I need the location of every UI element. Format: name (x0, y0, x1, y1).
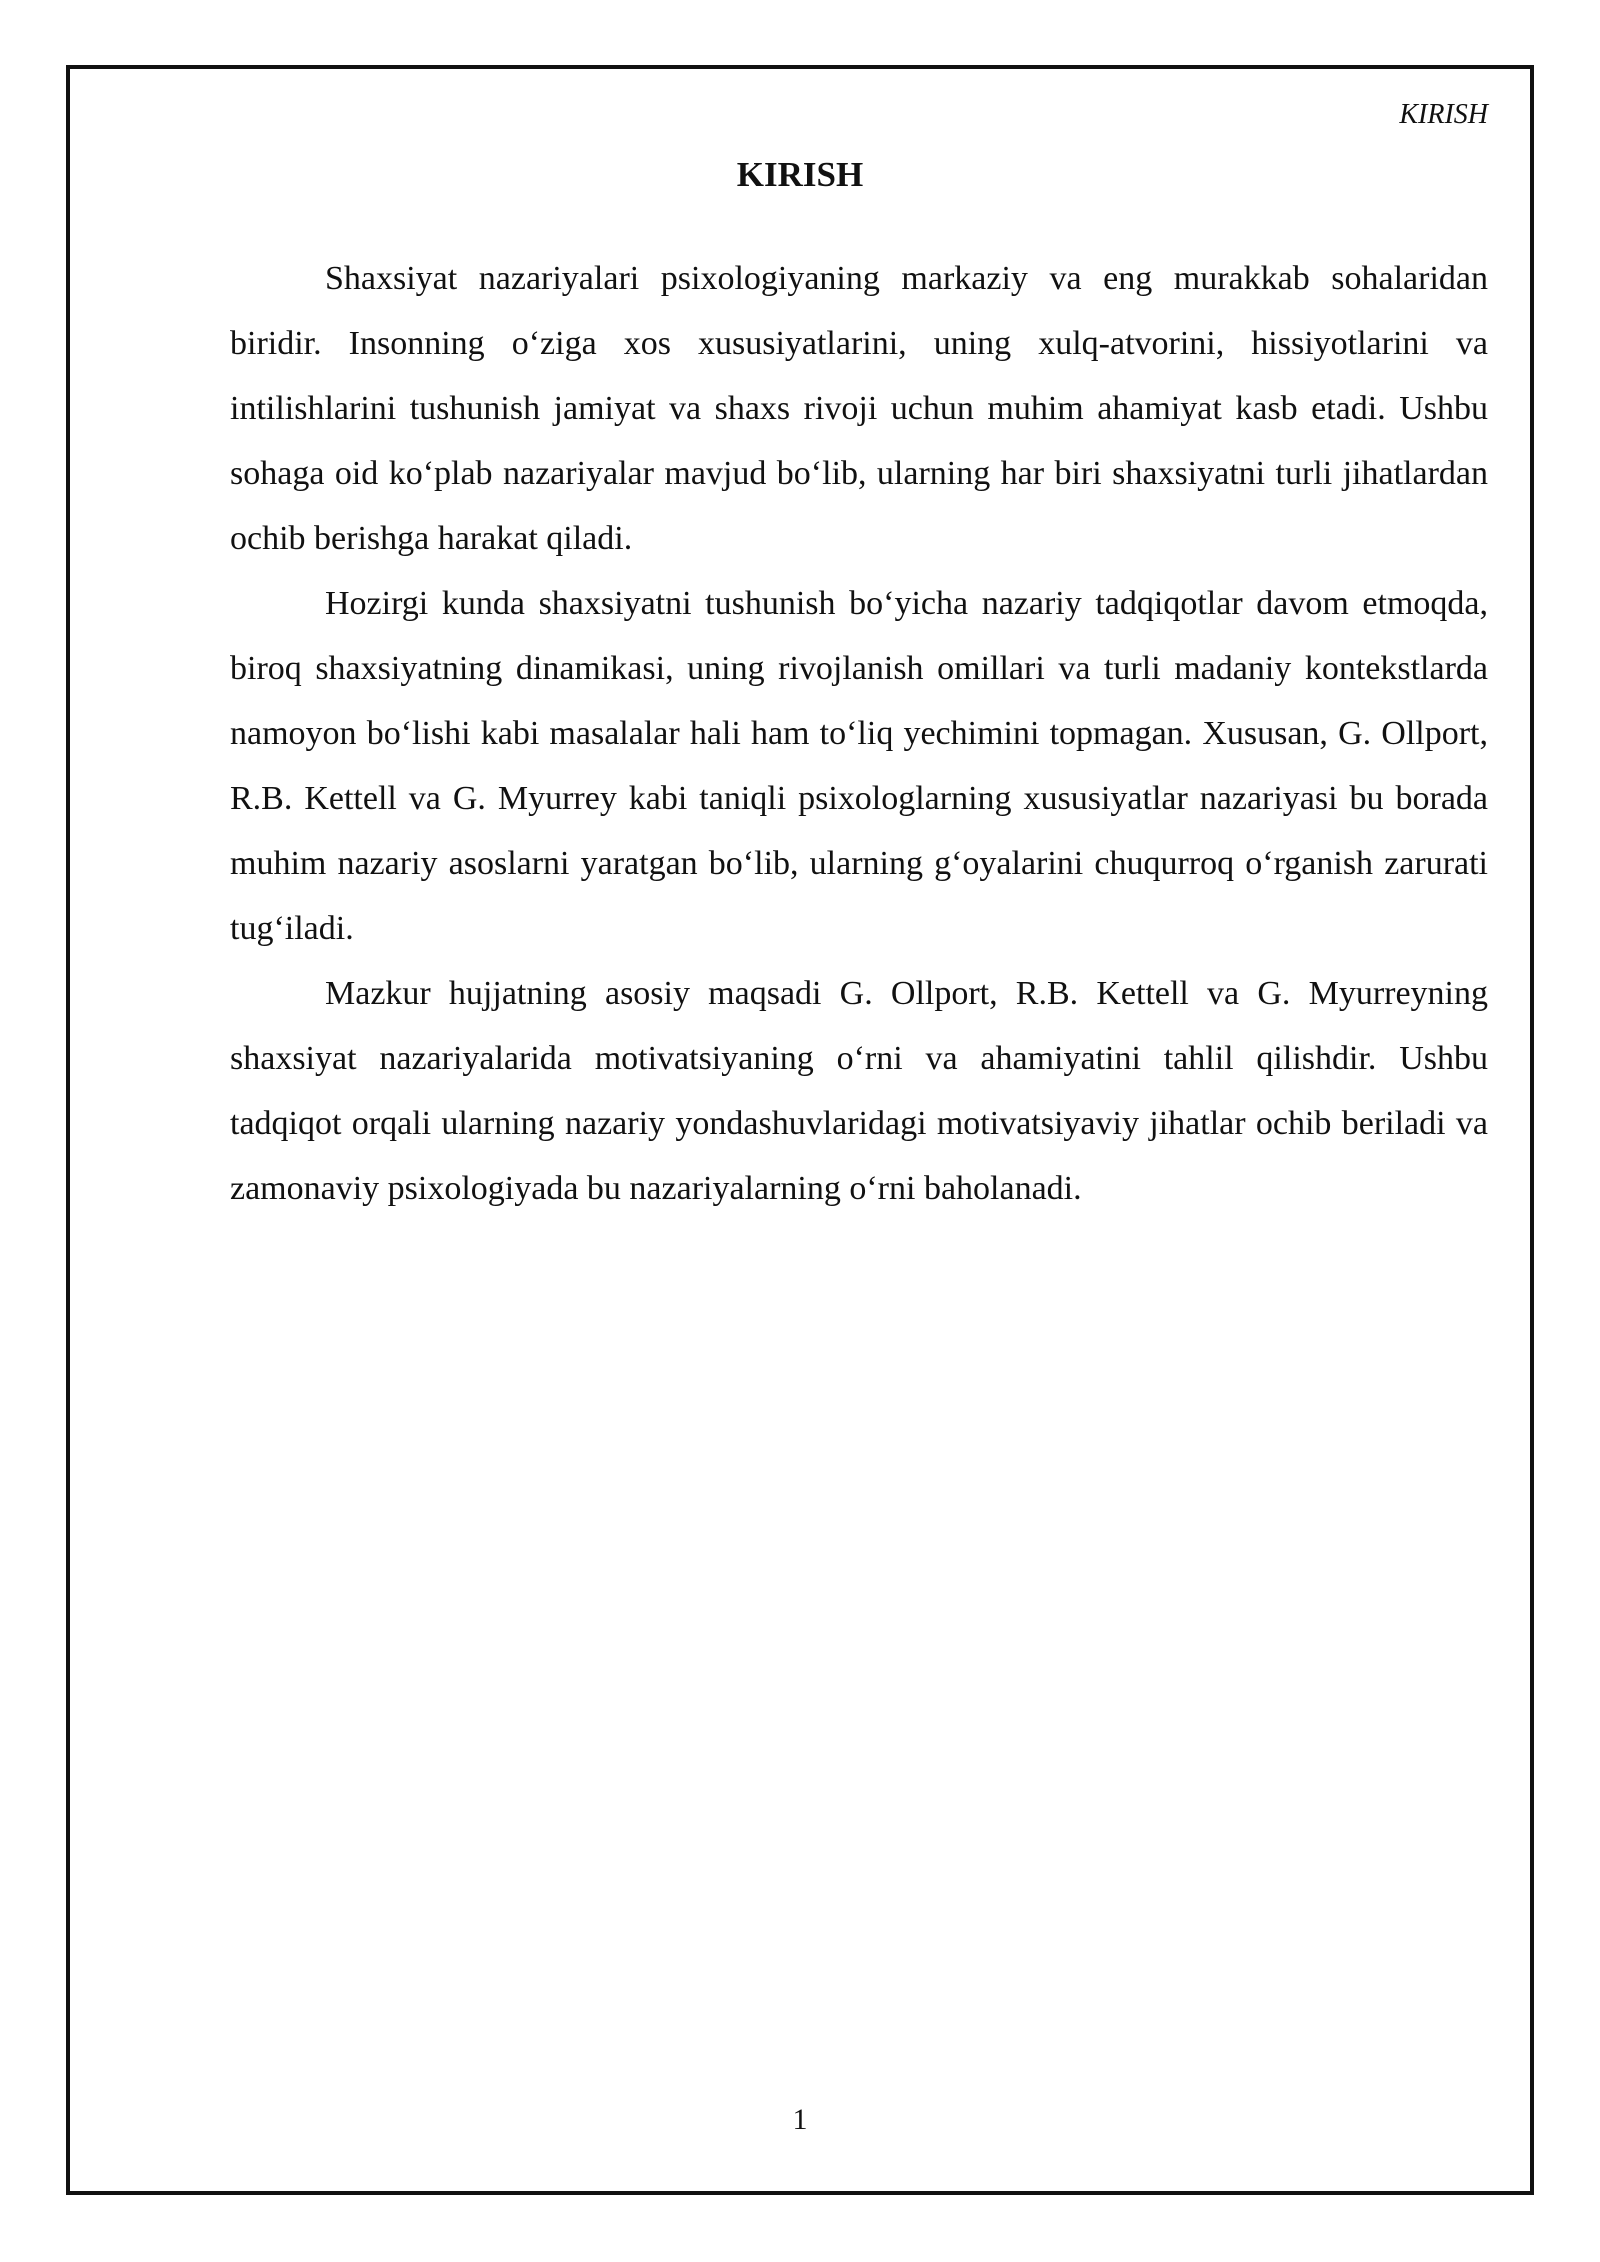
body-text (230, 246, 1488, 1221)
paragraph-3: Mazkur hujjatning asosiy maqsadi G. Ollport, R.B. Kettell va G. Myurreyning shaxsiyat nazariyalarida motivatsiyaning o‘rni va ahamiyatini tahlil qilishdir. Ushbu tadqiqot orqali ularning nazariy yondashuvlaridagi motivatsiyaviy jihatlar ochib beriladi va zamonaviy psixologiyada bu nazariyalarning o‘rni baholanadi. (230, 975, 1488, 1207)
paragraph-1: Shaxsiyat nazariyalari psixologiyaning markaziy va eng murakkab sohalaridan biridir. Insonning o‘ziga xos xususiyatlarini, uning xulq-atvorini, hissiyotlarini va intilishlarini tushunish jamiyat va shaxs rivoji uchun muhim ahamiyat kasb etadi. Ushbu sohaga oid ko‘plab nazariyalar mavjud bo‘lib, ularning har biri shaxsiyatni turli jihatlardan ochib berishga harakat qiladi. (230, 260, 1488, 557)
paragraph-2: Hozirgi kunda shaxsiyatni tushunish bo‘yicha nazariy tadqiqotlar davom etmoqda, biroq shaxsiyatning dinamikasi, uning rivojlanish omillari va turli madaniy kontekstlarda namoyon bo‘lishi kabi masalalar hali ham to‘liq yechimini topmagan. Xususan, G. Ollport, R.B. Kettell va G. Myurrey kabi taniqli psixologlarning xususiyatlar nazariyasi bu borada muhim nazariy asoslarni yaratgan bo‘lib, ularning g‘oyalarini chuqurroq o‘rganish zarurati tug‘iladi. (230, 585, 1488, 947)
running-header: KIRISH (1399, 99, 1488, 130)
page-title: KIRISH (736, 155, 864, 194)
page-number: 1 (792, 2103, 808, 2136)
